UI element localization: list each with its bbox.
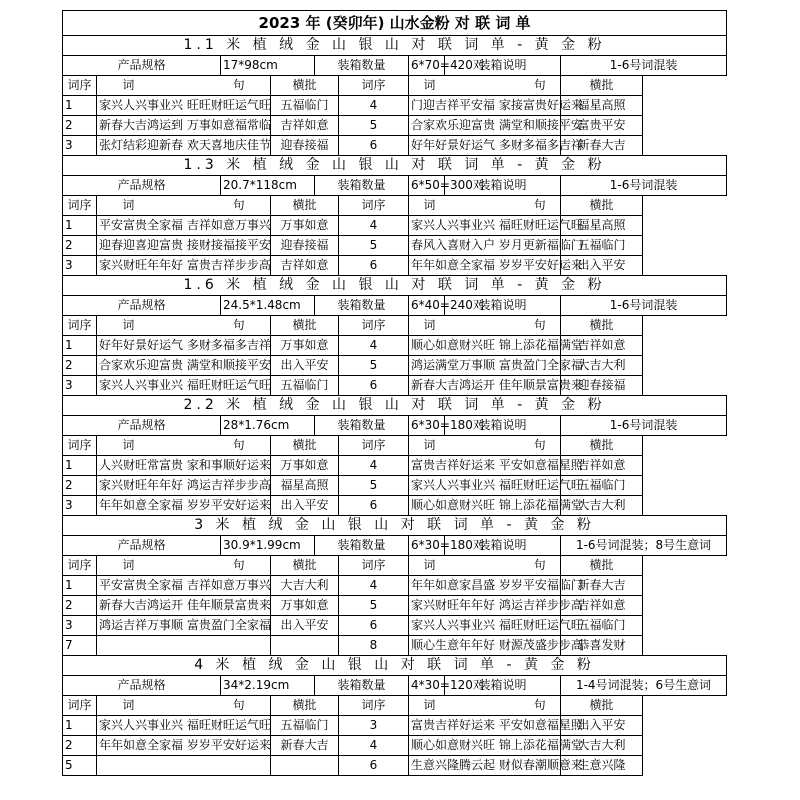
- qty-value: 6*40=240对: [409, 296, 445, 316]
- table-row: [63, 116, 727, 136]
- seq-right: 5: [339, 116, 409, 136]
- main-title-row: [63, 11, 727, 36]
- spec-label: 产品规格: [63, 56, 221, 76]
- couplet-table: [62, 10, 727, 776]
- section-title: 4 米 植 绒 金 山 银 山 对 联 词 单 - 黄 金 粉: [63, 656, 727, 676]
- hengpi-left: 万事如意: [271, 456, 339, 476]
- couplet-left: 家兴人兴事业兴 福旺财旺运气旺: [97, 716, 271, 736]
- header-ci: 词: [122, 78, 135, 92]
- seq-right: 8: [339, 636, 409, 656]
- table-row: [63, 376, 727, 396]
- hengpi-left: [271, 756, 339, 776]
- hengpi-header-left: 横批: [271, 436, 339, 456]
- seq-header-left: 词序: [63, 436, 97, 456]
- hengpi-header-right: 横批: [561, 76, 643, 96]
- table-row: [63, 336, 727, 356]
- table-row: [63, 596, 727, 616]
- couplet-left: 年年如意全家福 岁岁平安好运来: [97, 496, 271, 516]
- note-value: 1-6号词混装: [561, 416, 727, 436]
- spec-row: [63, 56, 727, 76]
- spec-value: 30.9*1.99cm: [221, 536, 315, 556]
- spec-value: 24.5*1.48cm: [221, 296, 315, 316]
- header-ju: 句: [533, 698, 546, 712]
- seq-left: 2: [63, 476, 97, 496]
- hengpi-left: 五福临门: [271, 376, 339, 396]
- seq-left: 3: [63, 496, 97, 516]
- hengpi-left: 吉祥如意: [271, 256, 339, 276]
- qty-value: 6*50=300对: [409, 176, 445, 196]
- header-row: [63, 436, 727, 456]
- seq-left: 1: [63, 96, 97, 116]
- couplet-left: [97, 756, 271, 776]
- table-row: [63, 756, 727, 776]
- couplet-right: 富贵吉祥好运来 平安如意福星照: [409, 716, 561, 736]
- table-row: [63, 716, 727, 736]
- seq-right: 6: [339, 256, 409, 276]
- seq-header-right: 词序: [339, 76, 409, 96]
- spec-row: [63, 536, 727, 556]
- seq-right: 5: [339, 236, 409, 256]
- couplet-right: 新春大吉鸿运开 佳年顺景富贵来: [409, 376, 561, 396]
- couplet-right: 顺心生意年年好 财源茂盛步步高: [409, 636, 561, 656]
- couplet-right: 门迎吉祥平安福 家接富贵好运来: [409, 96, 561, 116]
- couplet-right: 顺心如意财兴旺 锦上添花福满堂: [409, 496, 561, 516]
- seq-left: 1: [63, 456, 97, 476]
- header-ju: 句: [232, 558, 245, 572]
- spec-row: [63, 676, 727, 696]
- text-header-left: [97, 556, 271, 576]
- header-ju: 句: [232, 438, 245, 452]
- header-ju: 句: [232, 78, 245, 92]
- header-ci: 词: [423, 698, 436, 712]
- header-ci: 词: [122, 558, 135, 572]
- header-ci: 词: [423, 318, 436, 332]
- hengpi-right: 恭喜发财: [561, 636, 643, 656]
- couplet-right: 顺心如意财兴旺 锦上添花福满堂: [409, 336, 561, 356]
- seq-right: 6: [339, 496, 409, 516]
- hengpi-left: 出入平安: [271, 356, 339, 376]
- hengpi-right: 新春大吉: [561, 136, 643, 156]
- text-header-left: [97, 196, 271, 216]
- hengpi-header-left: 横批: [271, 696, 339, 716]
- header-row: [63, 556, 727, 576]
- spec-row: [63, 176, 727, 196]
- note-value: 1-6号词混装: [561, 56, 727, 76]
- seq-right: 5: [339, 476, 409, 496]
- table-row: [63, 636, 727, 656]
- qty-label: 装箱数量: [315, 176, 409, 196]
- header-ju: 句: [533, 438, 546, 452]
- hengpi-left: 出入平安: [271, 496, 339, 516]
- text-header-right: [409, 316, 561, 336]
- seq-header-right: 词序: [339, 316, 409, 336]
- couplet-right: 家兴人兴事业兴 福旺财旺运气旺: [409, 216, 561, 236]
- header-ju: 句: [533, 78, 546, 92]
- seq-left: 2: [63, 736, 97, 756]
- table-row: [63, 256, 727, 276]
- hengpi-left: 出入平安: [271, 616, 339, 636]
- couplet-right: 家兴人兴事业兴 福旺财旺运气旺: [409, 616, 561, 636]
- table-body: [63, 11, 727, 776]
- header-ci: 词: [423, 558, 436, 572]
- spec-label: 产品规格: [63, 296, 221, 316]
- seq-right: 4: [339, 576, 409, 596]
- header-ju: 句: [232, 318, 245, 332]
- header-row: [63, 316, 727, 336]
- hengpi-left: [271, 636, 339, 656]
- note-label: 装箱说明: [445, 536, 561, 556]
- hengpi-right: 五福临门: [561, 476, 643, 496]
- note-label: 装箱说明: [445, 296, 561, 316]
- note-label: 装箱说明: [445, 416, 561, 436]
- spec-label: 产品规格: [63, 536, 221, 556]
- couplet-left: 迎春迎喜迎富贵 接财接福接平安: [97, 236, 271, 256]
- table-row: [63, 356, 727, 376]
- seq-header-left: 词序: [63, 76, 97, 96]
- header-ci: 词: [122, 198, 135, 212]
- section-title: 1.3 米 植 绒 金 山 银 山 对 联 词 单 - 黄 金 粉: [63, 156, 727, 176]
- spec-row: [63, 296, 727, 316]
- hengpi-header-right: 横批: [561, 196, 643, 216]
- header-row: [63, 76, 727, 96]
- hengpi-right: 迎春接福: [561, 376, 643, 396]
- spec-value: 20.7*118cm: [221, 176, 315, 196]
- hengpi-right: 五福临门: [561, 616, 643, 636]
- seq-right: 6: [339, 756, 409, 776]
- couplet-right: 富贵吉祥好运来 平安如意福星照: [409, 456, 561, 476]
- section-title-row: [63, 276, 727, 296]
- hengpi-right: 富贵平安: [561, 116, 643, 136]
- couplet-left: 家兴人兴事业兴 福旺财旺运气旺: [97, 376, 271, 396]
- table-row: [63, 216, 727, 236]
- seq-header-right: 词序: [339, 436, 409, 456]
- qty-label: 装箱数量: [315, 296, 409, 316]
- text-header-left: [97, 76, 271, 96]
- seq-right: 6: [339, 616, 409, 636]
- header-ci: 词: [122, 438, 135, 452]
- header-ci: 词: [122, 698, 135, 712]
- seq-left: 3: [63, 256, 97, 276]
- hengpi-right: 吉祥如意: [561, 336, 643, 356]
- hengpi-header-left: 横批: [271, 76, 339, 96]
- seq-right: 4: [339, 456, 409, 476]
- note-value: 1-4号词混装；6号生意词: [561, 676, 727, 696]
- hengpi-right: 福星高照: [561, 96, 643, 116]
- spec-value: 17*98cm: [221, 56, 315, 76]
- seq-right: 4: [339, 216, 409, 236]
- section-title-row: [63, 156, 727, 176]
- seq-header-left: 词序: [63, 556, 97, 576]
- spec-value: 28*1.76cm: [221, 416, 315, 436]
- qty-label: 装箱数量: [315, 536, 409, 556]
- hengpi-right: 吉祥如意: [561, 456, 643, 476]
- table-row: [63, 576, 727, 596]
- couplet-left: 好年好景好运气 多财多福多吉祥: [97, 336, 271, 356]
- couplet-left: 年年如意全家福 岁岁平安好运来: [97, 736, 271, 756]
- hengpi-right: 福星高照: [561, 216, 643, 236]
- note-label: 装箱说明: [445, 56, 561, 76]
- couplet-left: 张灯结彩迎新春 欢天喜地庆佳节: [97, 136, 271, 156]
- note-value: 1-6号词混装: [561, 176, 727, 196]
- text-header-left: [97, 696, 271, 716]
- couplet-left: 家兴财旺年年好 富贵吉祥步步高: [97, 256, 271, 276]
- text-header-right: [409, 76, 561, 96]
- hengpi-header-right: 横批: [561, 696, 643, 716]
- header-row: [63, 196, 727, 216]
- table-row: [63, 236, 727, 256]
- hengpi-right: 五福临门: [561, 236, 643, 256]
- seq-header-right: 词序: [339, 196, 409, 216]
- qty-value: 6*30=180对: [409, 536, 445, 556]
- seq-right: 6: [339, 136, 409, 156]
- section-title-row: [63, 396, 727, 416]
- table-row: [63, 456, 727, 476]
- hengpi-header-left: 横批: [271, 316, 339, 336]
- seq-right: 3: [339, 716, 409, 736]
- header-ju: 句: [232, 198, 245, 212]
- hengpi-left: 吉祥如意: [271, 116, 339, 136]
- section-title: 1.6 米 植 绒 金 山 银 山 对 联 词 单 - 黄 金 粉: [63, 276, 727, 296]
- seq-left: 3: [63, 136, 97, 156]
- couplet-right: 合家欢乐迎富贵 满堂和顺接平安: [409, 116, 561, 136]
- seq-left: 1: [63, 216, 97, 236]
- seq-header-right: 词序: [339, 696, 409, 716]
- couplet-left: 家兴财旺年年好 鸿运吉祥步步高: [97, 476, 271, 496]
- seq-header-left: 词序: [63, 196, 97, 216]
- header-ju: 句: [533, 318, 546, 332]
- seq-right: 4: [339, 336, 409, 356]
- seq-header-left: 词序: [63, 316, 97, 336]
- seq-right: 4: [339, 736, 409, 756]
- couplet-order-sheet: [62, 10, 726, 776]
- couplet-left: [97, 636, 271, 656]
- hengpi-left: 五福临门: [271, 96, 339, 116]
- section-title-row: [63, 36, 727, 56]
- header-ju: 句: [232, 698, 245, 712]
- spec-row: [63, 416, 727, 436]
- seq-right: 4: [339, 96, 409, 116]
- hengpi-left: 万事如意: [271, 216, 339, 236]
- section-title-row: [63, 516, 727, 536]
- couplet-left: 合家欢乐迎富贵 满堂和顺接平安: [97, 356, 271, 376]
- seq-right: 6: [339, 376, 409, 396]
- section-title: 3 米 植 绒 金 山 银 山 对 联 词 单 - 黄 金 粉: [63, 516, 727, 536]
- couplet-right: 家兴人兴事业兴 福旺财旺运气旺: [409, 476, 561, 496]
- hengpi-right: 新春大吉: [561, 576, 643, 596]
- text-header-left: [97, 436, 271, 456]
- qty-label: 装箱数量: [315, 676, 409, 696]
- note-value: 1-6号词混装: [561, 296, 727, 316]
- section-title-row: [63, 656, 727, 676]
- page-title: 2023 年 (癸卯年) 山水金粉 对 联 词 单: [63, 11, 727, 36]
- seq-left: 3: [63, 616, 97, 636]
- table-row: [63, 136, 727, 156]
- table-row: [63, 616, 727, 636]
- seq-left: 1: [63, 576, 97, 596]
- seq-left: 2: [63, 116, 97, 136]
- seq-right: 5: [339, 356, 409, 376]
- table-row: [63, 496, 727, 516]
- section-title: 2.2 米 植 绒 金 山 银 山 对 联 词 单 - 黄 金 粉: [63, 396, 727, 416]
- note-value: 1-6号词混装；8号生意词: [561, 536, 727, 556]
- table-row: [63, 736, 727, 756]
- header-ci: 词: [423, 198, 436, 212]
- seq-right: 5: [339, 596, 409, 616]
- couplet-right: 鸿运满堂万事顺 富贵盈门全家福: [409, 356, 561, 376]
- seq-header-right: 词序: [339, 556, 409, 576]
- spec-label: 产品规格: [63, 676, 221, 696]
- header-row: [63, 696, 727, 716]
- hengpi-right: 生意兴隆: [561, 756, 643, 776]
- hengpi-left: 福星高照: [271, 476, 339, 496]
- qty-label: 装箱数量: [315, 416, 409, 436]
- couplet-right: 年年如意家昌盛 岁岁平安福临门: [409, 576, 561, 596]
- hengpi-right: 吉祥如意: [561, 596, 643, 616]
- note-label: 装箱说明: [445, 676, 561, 696]
- spec-label: 产品规格: [63, 416, 221, 436]
- hengpi-header-left: 横批: [271, 196, 339, 216]
- couplet-left: 新春大吉鸿运开 佳年顺景富贵来: [97, 596, 271, 616]
- table-row: [63, 96, 727, 116]
- couplet-left: 平安富贵全家福 吉祥如意万事兴: [97, 576, 271, 596]
- couplet-right: 好年好景好运气 多财多福多吉祥: [409, 136, 561, 156]
- section-title: 1.1 米 植 绒 金 山 银 山 对 联 词 单 - 黄 金 粉: [63, 36, 727, 56]
- qty-value: 6*30=180对: [409, 416, 445, 436]
- hengpi-header-right: 横批: [561, 556, 643, 576]
- hengpi-left: 大吉大利: [271, 576, 339, 596]
- seq-left: 1: [63, 336, 97, 356]
- hengpi-right: 大吉大利: [561, 736, 643, 756]
- hengpi-left: 迎春接福: [271, 236, 339, 256]
- hengpi-header-right: 横批: [561, 436, 643, 456]
- note-label: 装箱说明: [445, 176, 561, 196]
- seq-left: 3: [63, 376, 97, 396]
- header-ju: 句: [533, 558, 546, 572]
- qty-value: 4*30=120对: [409, 676, 445, 696]
- table-row: [63, 476, 727, 496]
- spec-label: 产品规格: [63, 176, 221, 196]
- couplet-right: 年年如意全家福 岁岁平安好运来: [409, 256, 561, 276]
- hengpi-right: 出入平安: [561, 716, 643, 736]
- hengpi-left: 迎春接福: [271, 136, 339, 156]
- hengpi-right: 出入平安: [561, 256, 643, 276]
- hengpi-left: 新春大吉: [271, 736, 339, 756]
- text-header-right: [409, 556, 561, 576]
- text-header-left: [97, 316, 271, 336]
- hengpi-header-left: 横批: [271, 556, 339, 576]
- hengpi-left: 万事如意: [271, 336, 339, 356]
- seq-left: 2: [63, 356, 97, 376]
- text-header-right: [409, 436, 561, 456]
- spec-value: 34*2.19cm: [221, 676, 315, 696]
- header-ci: 词: [122, 318, 135, 332]
- seq-left: 7: [63, 636, 97, 656]
- text-header-right: [409, 696, 561, 716]
- couplet-left: 新春大吉鸿运到 万事如意福常临: [97, 116, 271, 136]
- text-header-right: [409, 196, 561, 216]
- seq-left: 2: [63, 596, 97, 616]
- couplet-left: 鸿运吉祥万事顺 富贵盈门全家福: [97, 616, 271, 636]
- couplet-right: 生意兴隆腾云起 财似春潮顺意来: [409, 756, 561, 776]
- couplet-right: 春风入喜财入户 岁月更新福临门: [409, 236, 561, 256]
- couplet-right: 家兴财旺年年好 鸿运吉祥步步高: [409, 596, 561, 616]
- header-ju: 句: [533, 198, 546, 212]
- seq-left: 2: [63, 236, 97, 256]
- seq-left: 5: [63, 756, 97, 776]
- couplet-left: 家兴人兴事业兴 旺旺财旺运气旺: [97, 96, 271, 116]
- hengpi-right: 大吉大利: [561, 356, 643, 376]
- hengpi-right: 大吉大利: [561, 496, 643, 516]
- couplet-left: 平安富贵全家福 吉祥如意万事兴: [97, 216, 271, 236]
- couplet-left: 人兴财旺常富贵 家和事顺好运来: [97, 456, 271, 476]
- hengpi-left: 五福临门: [271, 716, 339, 736]
- hengpi-left: 万事如意: [271, 596, 339, 616]
- qty-value: 6*70=420对: [409, 56, 445, 76]
- hengpi-header-right: 横批: [561, 316, 643, 336]
- seq-left: 1: [63, 716, 97, 736]
- seq-header-left: 词序: [63, 696, 97, 716]
- qty-label: 装箱数量: [315, 56, 409, 76]
- couplet-right: 顺心如意财兴旺 锦上添花福满堂: [409, 736, 561, 756]
- header-ci: 词: [423, 78, 436, 92]
- header-ci: 词: [423, 438, 436, 452]
